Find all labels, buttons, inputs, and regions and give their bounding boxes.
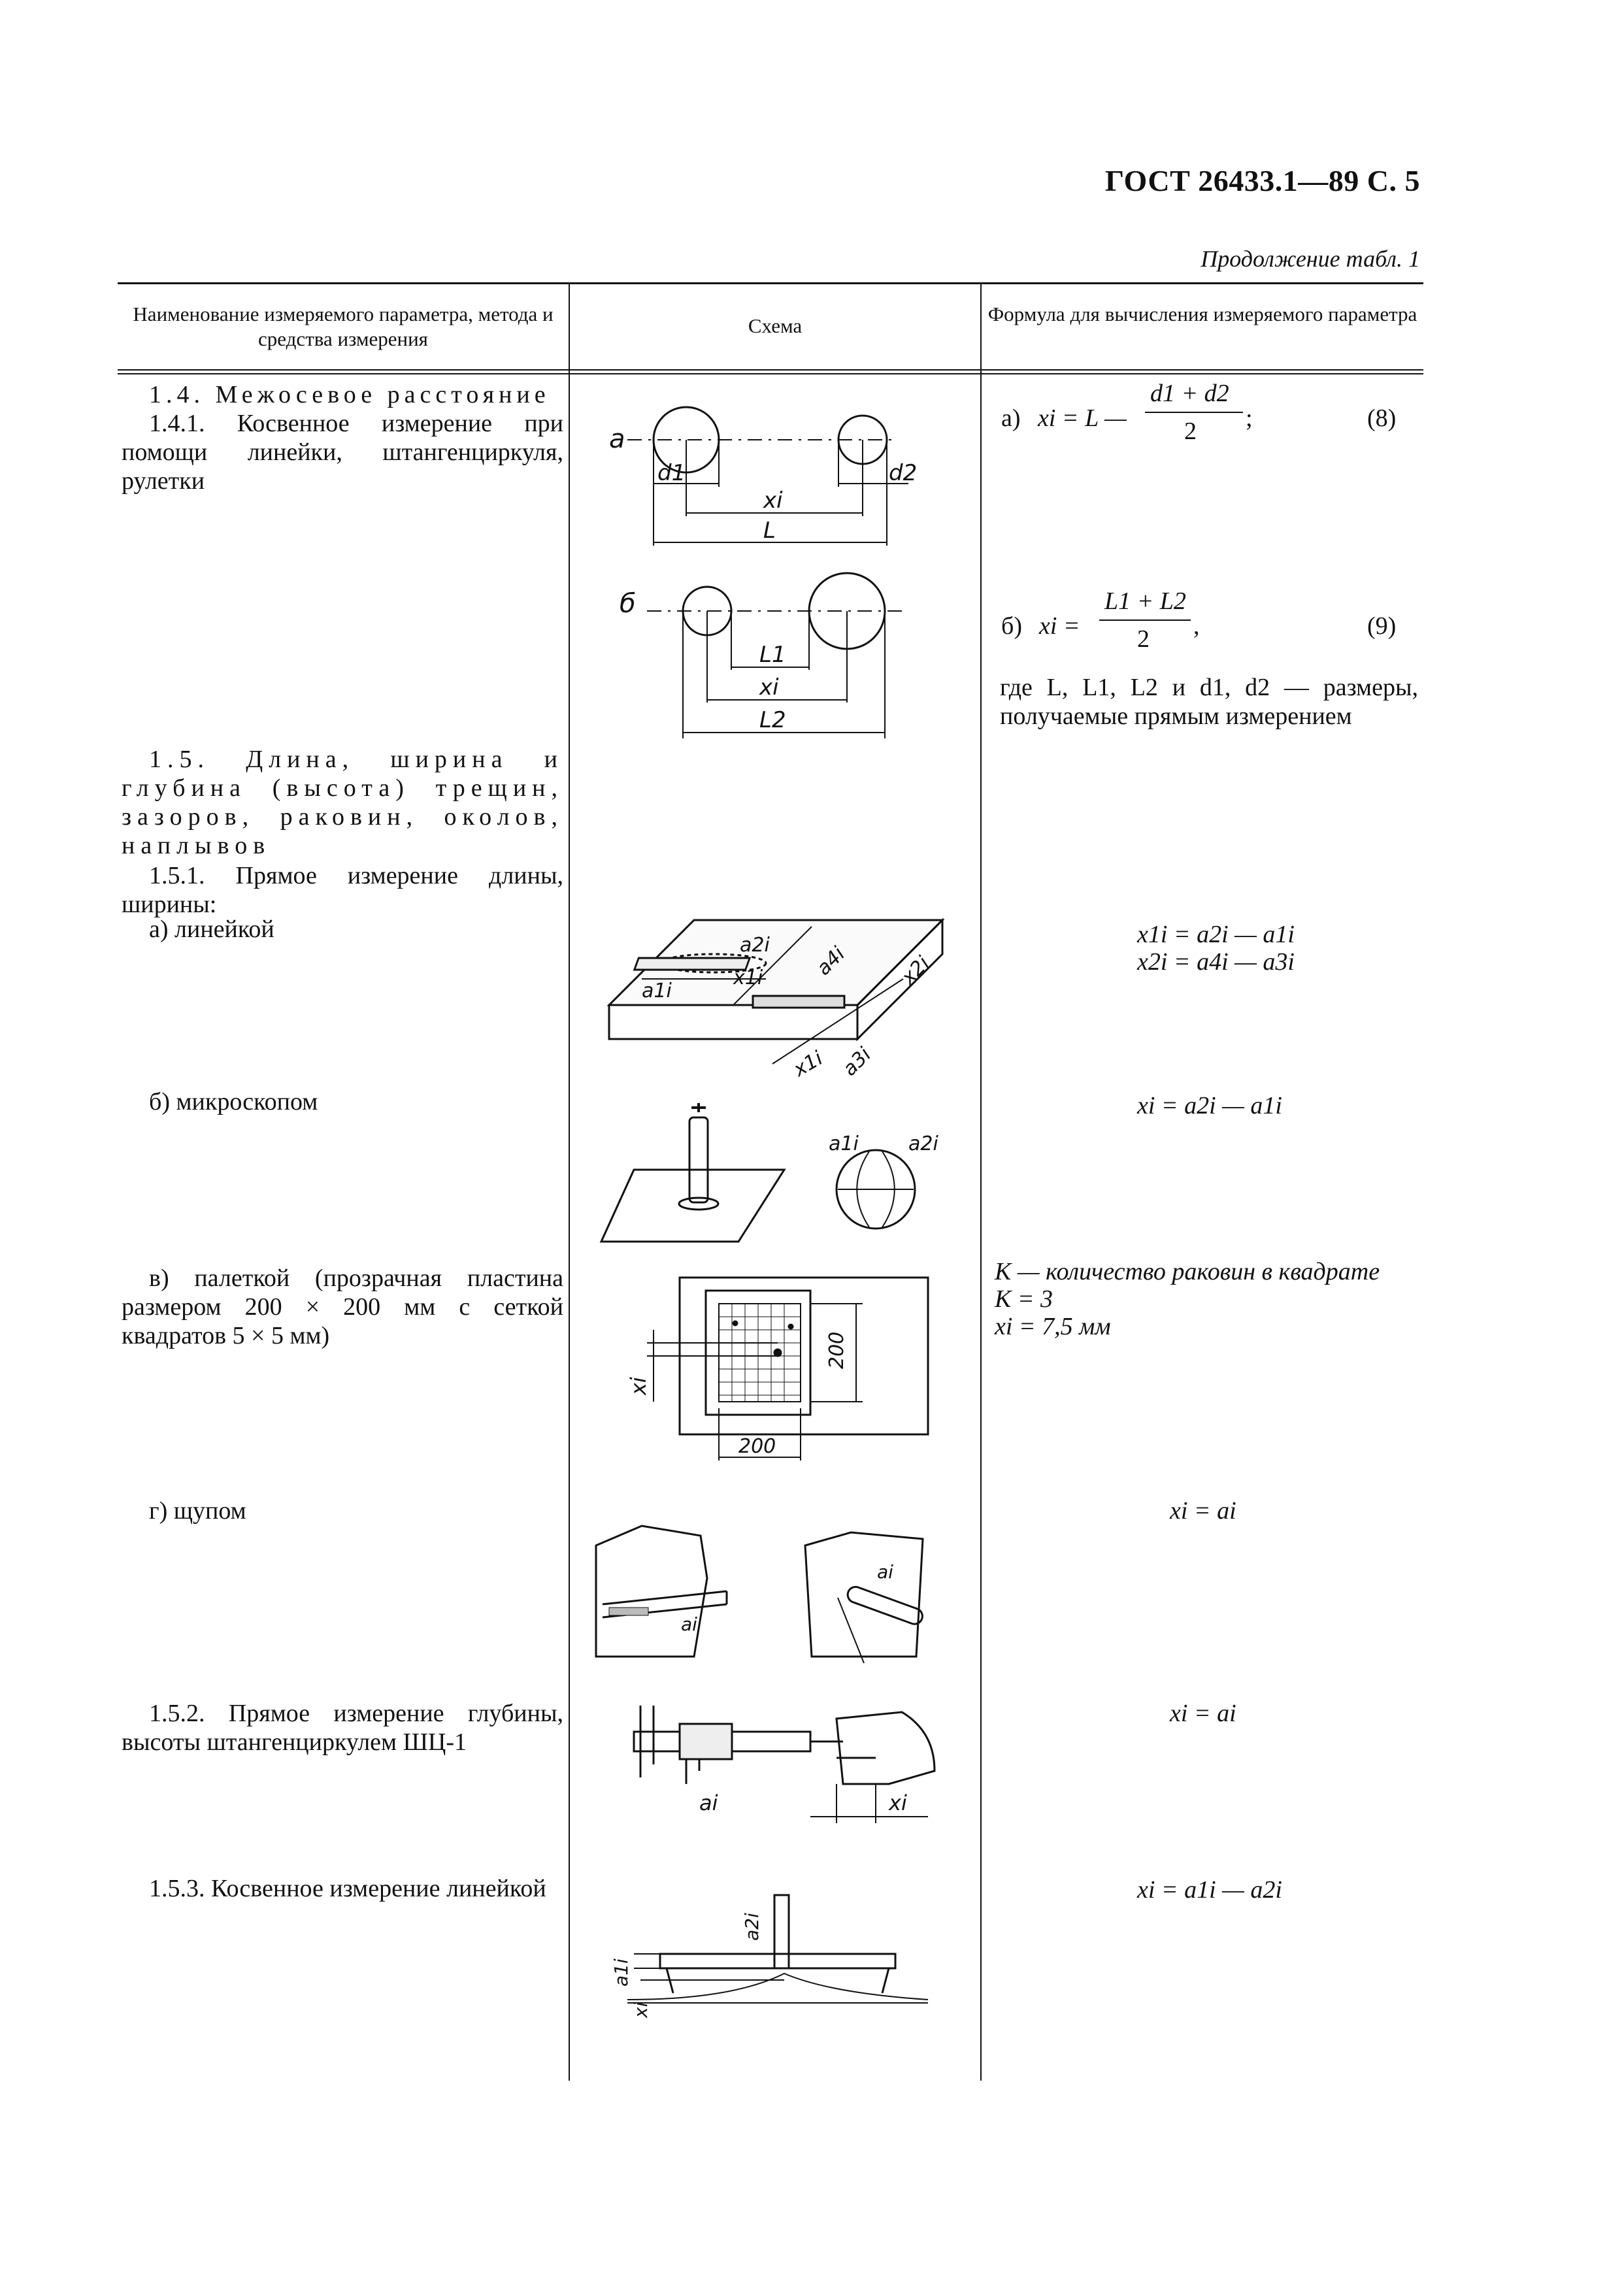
column-divider-1 [569,282,570,2081]
label-L1: L1 [759,642,786,668]
column-header-parameter: Наименование измеряемого параметра, метода и средства измерения [133,303,554,350]
formula-note-where: где L, L1, L2 и d1, d2 — размеры, получаемые прямым измерением [1000,674,1418,730]
label-200-horizontal: 200 [738,1435,776,1458]
row-1-4-1-text: 1.4.1. Косвенное измерение при помощи линейки, штангенциркуля, рулетки [122,410,563,495]
page-header-code: ГОСТ 26433.1—89 С. 5 [1104,164,1420,197]
label-L: L [763,518,776,544]
formula-9-numerator: L1 + L2 [1104,587,1186,615]
row-1-5-1-a: а) линейкой [149,916,274,943]
table-top-rule [118,282,1423,284]
row-1-5-title: 1.5. Длина, ширина и глубина (высота) трещин, зазоров, раковин, околов, наплывов [122,746,563,859]
figure-indirect-ruler [601,1875,941,2019]
label-x1i-bottom: x1i [789,1047,827,1081]
label-a: а [609,424,625,454]
label-xi-caliper: xi [889,1791,907,1815]
row-1-5-2-text: 1.5.2. Прямое измерение глубины, высоты штангенциркулем ШЦ-1 [122,1700,563,1756]
row-1-5-1-text: 1.5.1. Прямое измерение длины, ширины: [122,862,563,918]
formula-a-line-1: x1i = a2i — a1i [1137,921,1295,948]
table-header-rule-2 [118,373,1423,374]
label-micro-a1i: a1i [829,1132,859,1155]
figure-microscope [595,1098,961,1248]
formula-8-fraction-bar [1145,412,1243,413]
formula-9-fraction-bar [1099,619,1191,621]
row-1-5-1-g: г) щупом [149,1497,246,1525]
column-header-formula: Формула для вычисления измеряемого параметра [987,303,1417,325]
formula-8-prefix: а) [1001,405,1021,432]
row-1-5-3-text: 1.5.3. Косвенное измерение линейкой [149,1875,546,1902]
formula-8-tail: ; [1246,405,1253,432]
formula-1-5-2: xi = ai [1170,1700,1236,1727]
column-divider-2 [980,282,982,2081]
label-ai-gauge-left: ai [681,1613,697,1635]
figure-feeler-gauge [589,1519,969,1670]
table-continuation-note: Продолжение табл. 1 [1201,246,1420,272]
formula-9-prefix: б) [1001,612,1022,640]
row-1-5-1-b: б) микроскопом [149,1088,318,1115]
formula-v-line-2: K = 3 [995,1285,1053,1313]
formula-g: xi = ai [1170,1497,1236,1525]
label-b: б [620,589,636,619]
formula-9-tail: , [1193,612,1200,640]
label-a2i: a2i [740,934,770,957]
formula-8-lhs: xi = L — [1038,405,1127,432]
formula-8-number: (8) [1367,405,1397,432]
formula-1-5-3: xi = a1i — a2i [1137,1876,1282,1904]
label-d1: d1 [657,460,686,486]
label-a1i-ind: a1i [610,1958,632,1987]
formula-9-lhs: xi = [1039,612,1080,640]
label-L2: L2 [759,707,786,733]
label-xi-ind: xi [630,2002,652,2018]
column-header-scheme: Схема [748,314,803,337]
label-ai-caliper: ai [699,1791,718,1815]
label-xi-b: xi [759,674,779,701]
figure-center-distance [588,382,980,735]
figure-caliper [627,1692,967,1830]
row-1-4-title: 1.4. Межосевое расстояние [149,381,550,408]
label-a1i: a1i [642,980,672,1002]
label-xi-grid: xi [626,1377,651,1395]
label-d2: d2 [889,460,918,486]
label-a2i-ind: a2i [741,1913,763,1941]
label-micro-a2i: a2i [908,1132,938,1155]
row-1-5-1-v: в) палеткой (прозрачная пластина размером 200 × 200 мм с сеткой квадратов 5 × 5 мм) [122,1264,563,1349]
label-xi: xi [763,487,783,514]
formula-8-numerator: d1 + d2 [1150,380,1229,407]
formula-8-denominator: 2 [1184,418,1197,445]
label-ai-gauge-right: ai [877,1561,893,1583]
formula-9-number: (9) [1367,612,1397,640]
figure-grid-template [627,1271,941,1474]
label-x1i: x1i [733,966,763,989]
formula-a-line-2: x2i = a4i — a3i [1137,948,1295,976]
formula-9-denominator: 2 [1137,625,1150,653]
table-header-rule [118,369,1423,371]
formula-v-line-3: xi = 7,5 мм [995,1313,1111,1340]
formula-v-line-1: K — количество раковин в квадрате [995,1258,1380,1285]
label-200-vertical: 200 [825,1331,848,1369]
label-a3i: a3i [838,1043,876,1081]
label-x2i: x2i [897,951,935,989]
label-a4i: a4i [812,942,850,980]
figure-ruler-plate [603,914,969,1090]
formula-b: xi = a2i — a1i [1137,1092,1282,1119]
